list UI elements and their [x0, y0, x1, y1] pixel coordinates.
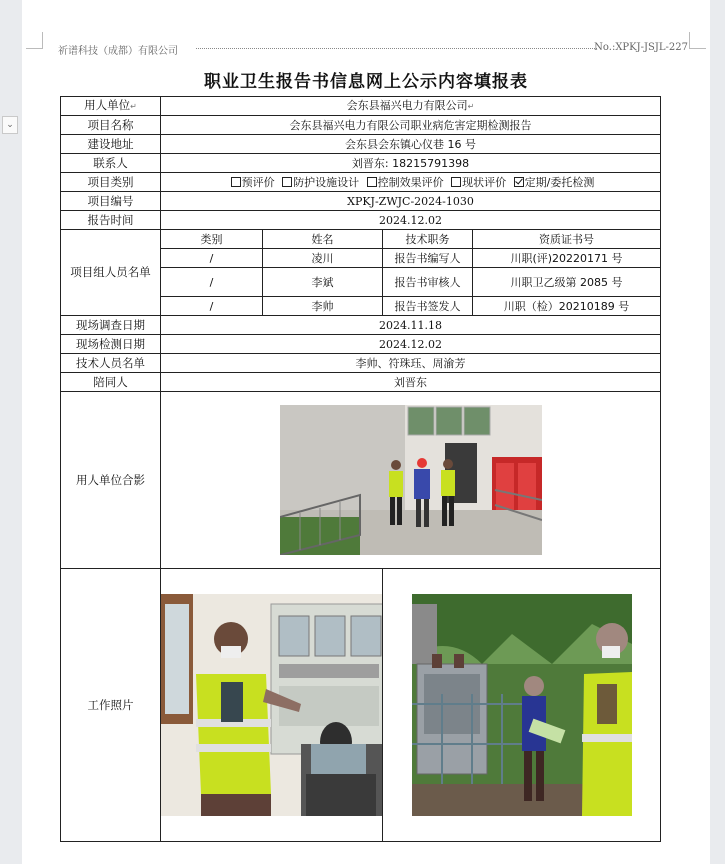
project-label: 项目名称: [61, 116, 161, 135]
row-escort: [61, 373, 661, 392]
address-value[interactable]: 会东县会东镇心仪巷 16 号: [161, 135, 661, 154]
escort-label: 陪同人: [61, 373, 161, 392]
survey-date-value[interactable]: 2024.11.18: [161, 316, 661, 335]
tech-staff-label: 技术人员名单: [61, 354, 161, 373]
test-date-value[interactable]: 2024.12.02: [161, 335, 661, 354]
row-report-time: [61, 211, 661, 230]
header-leader-dots: [196, 48, 597, 49]
report-time-value[interactable]: 2024.12.02: [161, 211, 661, 230]
test-date-label: 现场检测日期: [61, 335, 161, 354]
checkbox-periodic-test[interactable]: [514, 177, 524, 187]
page-header: [28, 38, 702, 56]
row-category: [61, 173, 661, 192]
row-group-photo: [61, 392, 661, 569]
checkbox-control-eval[interactable]: [367, 177, 377, 187]
row-work-photos: [61, 569, 661, 842]
row-code: [61, 192, 661, 211]
member-category[interactable]: /: [161, 249, 263, 268]
member-cert[interactable]: 川职(评)20220171 号: [473, 249, 661, 268]
work-photo-label: 工作照片: [61, 569, 161, 842]
category-label: 项目类别: [61, 173, 161, 192]
option-control-eval: 控制效果评价: [377, 175, 444, 189]
members-header-role: 技术职务: [383, 230, 473, 249]
work-photo-cell-left: [161, 569, 383, 842]
document-page: [22, 0, 710, 864]
member-cert[interactable]: 川职卫乙级第 2085 号: [473, 268, 661, 297]
member-name[interactable]: 李斌: [263, 268, 383, 297]
members-label: 项目组人员名单: [61, 230, 161, 316]
option-protection-design: 防护设施设计: [293, 175, 360, 189]
members-header-row: [61, 230, 661, 249]
row-contact: [61, 154, 661, 173]
checkbox-pre-eval[interactable]: [231, 177, 241, 187]
report-time-label: 报告时间: [61, 211, 161, 230]
work-photo-cell-right: [383, 569, 661, 842]
row-tech-staff: [61, 354, 661, 373]
member-role[interactable]: 报告书签发人: [383, 297, 473, 316]
survey-date-label: 现场调查日期: [61, 316, 161, 335]
member-role[interactable]: 报告书编写人: [383, 249, 473, 268]
escort-value[interactable]: 刘晋东: [161, 373, 661, 392]
member-role[interactable]: 报告书审核人: [383, 268, 473, 297]
option-pre-eval: 预评价: [241, 175, 275, 189]
contact-label: 联系人: [61, 154, 161, 173]
header-company: 祈谱科技（成都）有限公司: [58, 46, 178, 57]
work-photo-left: [161, 594, 383, 816]
row-survey-date: [61, 316, 661, 335]
group-photo: [280, 405, 542, 555]
member-category[interactable]: /: [161, 297, 263, 316]
work-photo-right: [412, 594, 632, 816]
collapse-toggle-icon[interactable]: ⌄: [2, 116, 18, 134]
tech-staff-value[interactable]: 李帅、符珠珏、周渝芳: [161, 354, 661, 373]
group-photo-cell: [161, 392, 661, 569]
document-title: 职业卫生报告书信息网上公示内容填报表: [204, 72, 528, 92]
address-label: 建设地址: [61, 135, 161, 154]
members-header-name: 姓名: [263, 230, 383, 249]
option-status-eval: 现状评价: [462, 175, 507, 189]
code-label: 项目编号: [61, 192, 161, 211]
member-category[interactable]: /: [161, 268, 263, 297]
row-employer: [61, 97, 661, 116]
disclosure-form-table: [60, 96, 661, 842]
row-project: [61, 116, 661, 135]
header-doc-number: No.:XPKJ-JSJL-227: [594, 42, 688, 53]
member-name[interactable]: 凌川: [263, 249, 383, 268]
employer-label: 用人单位↵: [61, 97, 161, 116]
members-header-cert: 资质证书号: [473, 230, 661, 249]
employer-value[interactable]: 会东县福兴电力有限公司↵: [161, 97, 661, 116]
row-address: [61, 135, 661, 154]
member-name[interactable]: 李帅: [263, 297, 383, 316]
category-options: [161, 173, 661, 192]
members-header-category: 类别: [161, 230, 263, 249]
checkbox-status-eval[interactable]: [451, 177, 461, 187]
checkbox-protection-design[interactable]: [282, 177, 292, 187]
member-cert[interactable]: 川职（检）20210189 号: [473, 297, 661, 316]
contact-value[interactable]: 刘晋东: 18215791398: [161, 154, 661, 173]
code-value[interactable]: XPKJ-ZWJC-2024-1030: [161, 192, 661, 211]
option-periodic-test: 定期/委托检测: [524, 175, 595, 189]
group-photo-label: 用人单位合影: [61, 392, 161, 569]
row-test-date: [61, 335, 661, 354]
project-value[interactable]: 会东县福兴电力有限公司职业病危害定期检测报告: [161, 116, 661, 135]
